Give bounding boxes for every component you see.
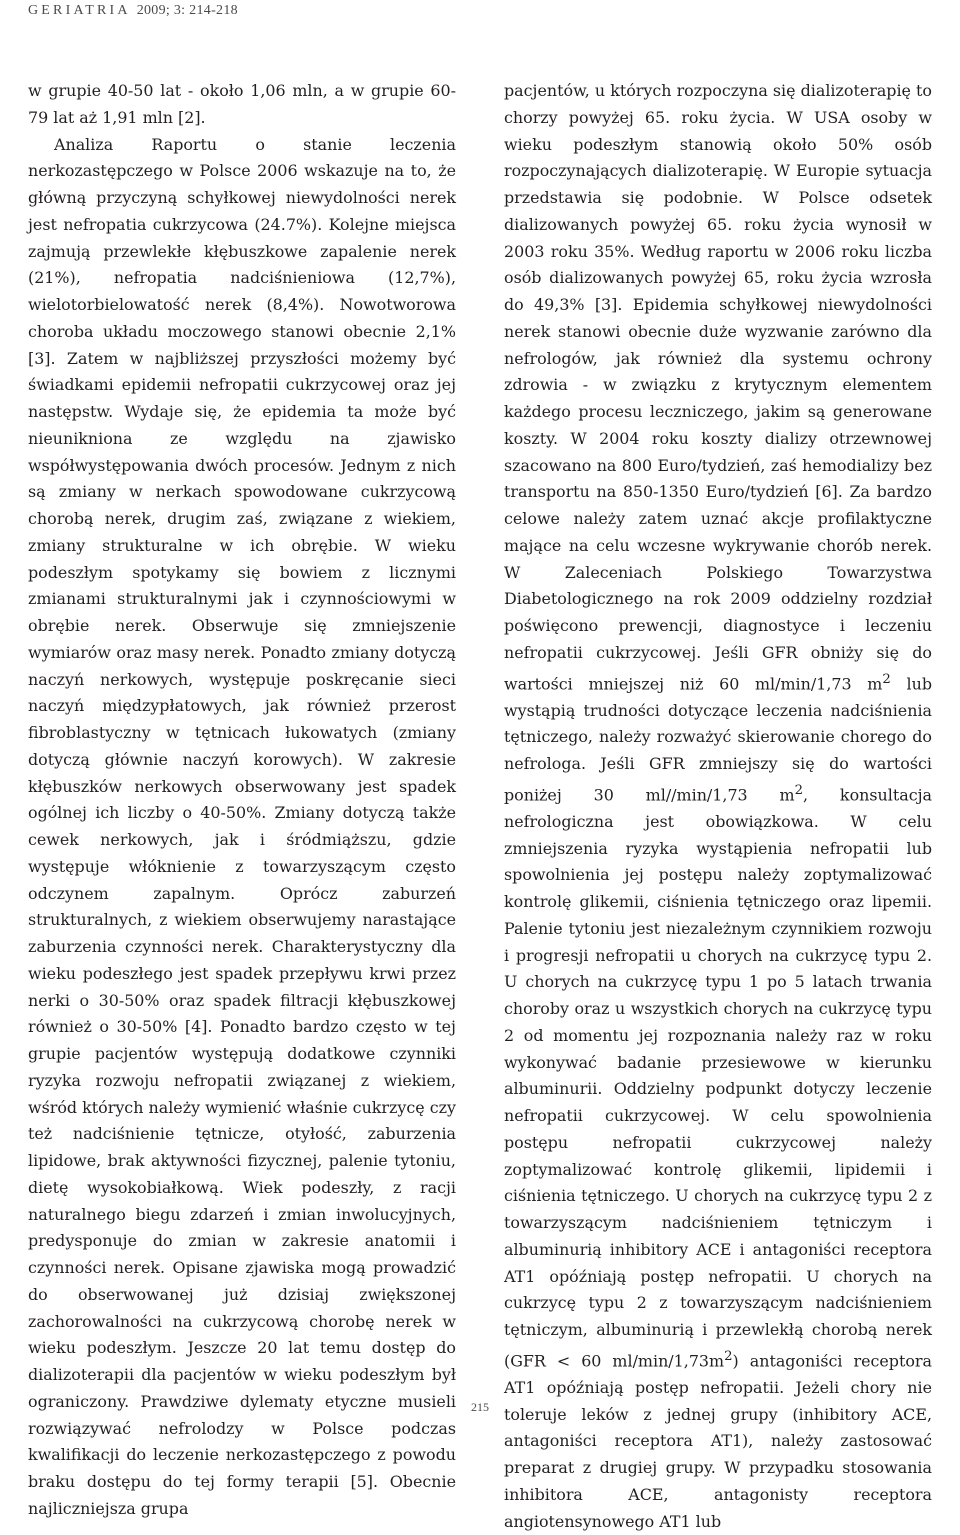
paragraph-continuation: w grupie 40-50 lat - około 1,06 mln, a w grupie 60-79 lat aż 1,91 mln [2]. (28, 81, 456, 127)
superscript: 2 (794, 782, 804, 798)
left-text-column (28, 78, 456, 1523)
paragraph-dialysis-epidemiology (504, 78, 932, 1535)
running-header (28, 0, 238, 22)
right-text-column (504, 78, 932, 1535)
issue-citation: 2009; 3: 214-218 (136, 3, 238, 18)
text-run: , konsultacja nefrologiczna jest obowiązkowa. W celu zmniejszenia ryzyka wystąpienia nefropatii lub spowolnienia jej postępu należy zoptymalizować kontrolę glikemii, ciśnienia tętniczego oraz lipemii. Palenie tytoniu jest niezależnym czynnikiem rozwoju i progresji nefropatii u chorych na cukrzycę typu 2. U chorych na cukrzycę typu 1 po 5 latach trwania choroby oraz u wszystkich chorych na cukrzycę typu 2 od momentu jej rozpoznania należy raz w roku wykonywać badanie przesiewowe w kierunku albuminurii. Oddzielny podpunkt dotyczy leczenie nefropatii cukrzycowej. W celu spowolnienia postępu nefropatii cukrzycowej należy zoptymalizować kontrolę glikemii, lipidemii i ciśnienia tętniczego. U chorych na cukrzycę typu 2 z towarzyszącym nadciśnieniem tętniczym i albuminurią inhibitory ACE i antagoniści receptora AT1 opóźniają postęp nefropatii. U chorych na cukrzycę typu 2 z towarzyszącym nadciśnieniem tętniczym, albuminurią i przewlekłą chorobą nerek (GFR < 60 ml/min/1,73m (504, 785, 932, 1371)
text-run: lub wystąpią trudności dotyczące leczenia nadciśnienia tętniczego, należy rozważyć skierowanie chorego do nefrologa. Jeśli GFR zmniejszy się do wartości poniżej 30 ml//min/1,73 m (504, 673, 932, 805)
journal-name: GERIATRIA (28, 3, 131, 18)
text-run: pacjentów, u których rozpoczyna się dializoterapię to chorzy powyżej 65. roku życia. W USA osoby w wieku podeszłym stanowią około 50% osób rozpoczynających dializoterapię. W Europie sytuacja przedstawia się podobnie. W Polsce odsetek dializowanych powyżej 65. roku życia wynosił w 2003 roku 35%. Według raportu w 2006 roku liczba osób dializowanych powyżej 65, roku życia wzrosła do 49,3% [3]. Epidemia schyłkowej niewydolności nerek stanowi obecnie duże wyzwanie zarówno dla nefrologów, jak również dla systemu ochrony zdrowia - w związku z krytycznym elementem każdego procesu leczniczego, jakim są generowane koszty. W 2004 roku koszty dializy otrzewnowej szacowano na 800 Euro/tydzień, zaś hemodializy bez transportu na 850-1350 Euro/tydzień [6]. Za bardzo celowe należy zatem uznać akcje profilaktyczne mające na celu wczesne wykrywanie chorób nerek. W Zaleceniach Polskiego Towarzystwa Diabetologicznego na rok 2009 oddzielny rozdział poświęcono prewencji, diagnostyce i leczeniu nefropatii cukrzycowej. Jeśli GFR obniży się do wartości mniejszej niż 60 ml/min/1,73 m (504, 81, 932, 693)
superscript: 2 (724, 1348, 733, 1364)
text-run: ) antagoniści receptora AT1 opóźniają postęp nefropatii. Jeżeli chory nie toleruje leków z jednej grupy (inhibitory ACE, antagoniści receptora AT1), należy zastosować preparat z drugiej grupy. W przypadku stosowania inhibitora ACE, antagonisty receptora angiotensynowego AT1 lub (504, 1351, 933, 1531)
page-number: 215 (471, 1400, 489, 1414)
paragraph-report-analysis: Analiza Raportu o stanie leczenia nerkozastępczego w Polsce 2006 wskazuje na to, że główną przyczyną schyłkowej niewydolności nerek jest nefropatia cukrzycowa (24.7%). Kolejne miejsca zajmują przewlekłe kłębuszkowe zapalenie nerek (21%), nefropatia nadciśnieniowa (12,7%), wielotorbielowatość nerek (8,4%). Nowotworowa choroba układu moczowego stanowi obecnie 2,1% [3]. Zatem w najbliższej przyszłości możemy być świadkami epidemii nefropatii cukrzycowej oraz jej następstw. Wydaje się, że epidemia ta może być nieunikniona ze względu na zjawisko współwystępowania dwóch procesów. Jednym z nich są zmiany w nerkach spowodowane cukrzycową chorobą nerek, drugim zaś, związane z wiekiem, zmiany strukturalne w ich obrębie. W wieku podeszłym spotykamy się bowiem z licznymi zmianami strukturalnymi jak i czynnościowymi w obrębie nerek. Obserwuje się zmniejszenie wymiarów oraz masy nerek. Ponadto zmiany dotyczą naczyń nerkowych, występuje poskręcanie sieci naczyń międzypłatowych, jak również przerost fibroblastyczny w tętnicach łukowatych (zmiany dotyczą głównie naczyń korowych). W zakresie kłębuszków nerkowych obserwowany jest spadek ogólnej ich liczby o 40-50%. Zmiany dotyczą także cewek nerkowych, jak i śródmiąższu, gdzie występuje włóknienie z towarzyszącym często odczynem zapalnym. Oprócz zaburzeń strukturalnych, z wiekiem obserwujemy narastające zaburzenia czynności nerek. Charakterystyczny dla wieku podeszłego jest spadek przepływu krwi przez nerki o 30-50% oraz spadek filtracji kłębuszkowej również o 30-50% [4]. Ponadto bardzo często w tej grupie pacjentów występują dodatkowe czynniki ryzyka rozwoju nefropatii związanej z wiekiem, wśród których należy wymienić właśnie cukrzycę czy też nadciśnienie tętnicze, otyłość, zaburzenia lipidowe, brak aktywności fizycznej, palenie tytoniu, dietę wysokobiałkową. Wiek podeszły, z racji naturalnego biegu zdarzeń i zmian inwolucyjnych, predysponuje do zmian w zakresie anatomii i czynności nerek. Opisane zjawiska mogą prowadzić do obserwowanej już dzisiaj zwiększonej zachorowalności na cukrzycową chorobę nerek w wieku podeszłym. Jeszcze 20 lat temu dostęp do dializoterapii dla pacjentów w wieku podeszłym był ograniczony. Prawdziwe dylematy etyczne musieli rozwiązywać nefrolodzy w Polsce podczas kwalifikacji do leczenie nerkozastępczego z powodu braku dostępu do tej formy terapii [5]. Obecnie najliczniejsza grupa (28, 134, 456, 1518)
superscript: 2 (882, 671, 891, 687)
